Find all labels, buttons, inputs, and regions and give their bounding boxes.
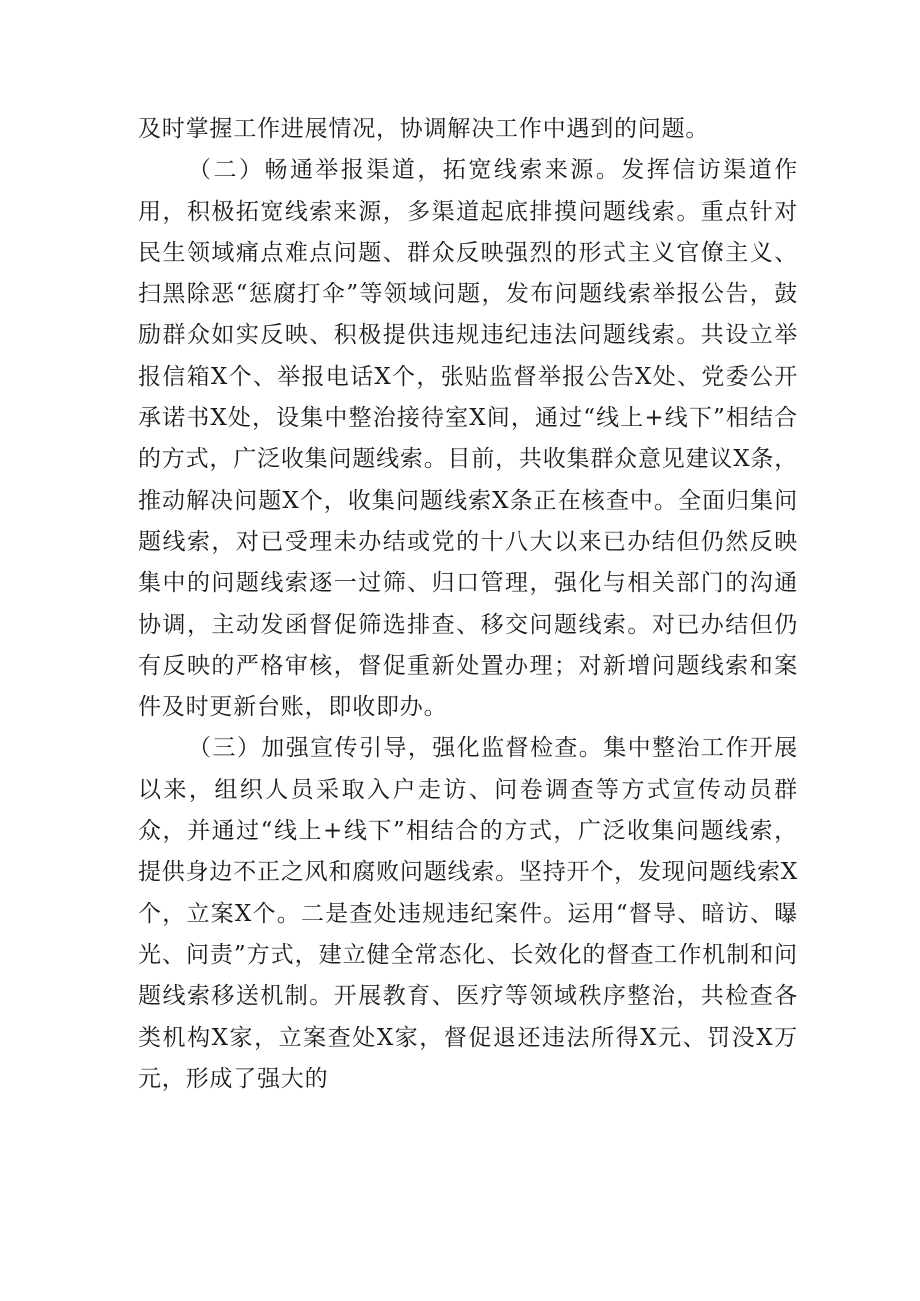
- document-body: [138, 109, 798, 1100]
- paragraph-continuation: 及时掌握工作进展情况，协调解决工作中遇到的问题。: [138, 116, 710, 142]
- paragraph-section-three: （三）加强宣传引导，强化监督检查。集中整治工作开展以来，组织人员采取入户走访、问卷调查等方式宣传动员群众，并通过“线上+线下”相结合的方式，广泛收集问题线索，提供身边不正之风和腐败问题线索。坚持开个，发现问题线索X个，立案X个。二是查处违规违纪案件。运用“督导、暗访、曝光、问责”方式，建立健全常态化、长效化的督查工作机制和问题线索移送机制。开展教育、医疗等领域秩序整治，共检查各类机构X家，立案查处X家，督促退还违法所得X元、罚没X万元，形成了强大的: [138, 735, 798, 1092]
- paragraph-section-two: （二）畅通举报渠道，拓宽线索来源。发挥信访渠道作用，积极拓宽线索来源，多渠道起底排摸问题线索。重点针对民生领域痛点难点问题、群众反映强烈的形式主义官僚主义、扫黑除恶“惩腐打伞”等领域问题，发布问题线索举报公告，鼓励群众如实反映、积极提供违规违纪违法问题线索。共设立举报信箱X个、举报电话X个，张贴监督举报公告X处、党委公开承诺书X处，设集中整治接待室X间，通过“线上+线下”相结合的方式，广泛收集问题线索。目前，共收集群众意见建议X条，推动解决问题X个，收集问题线索X条正在核查中。全面归集问题线索，对已受理未办结或党的十八大以来已办结但仍然反映集中的问题线索逐一过筛、归口管理，强化与相关部门的沟通协调，主动发函督促筛选排查、移交问题线索。对已办结但仍有反映的严格审核，督促重新处置办理；对新增问题线索和案件及时更新台账，即收即办。: [138, 157, 798, 721]
